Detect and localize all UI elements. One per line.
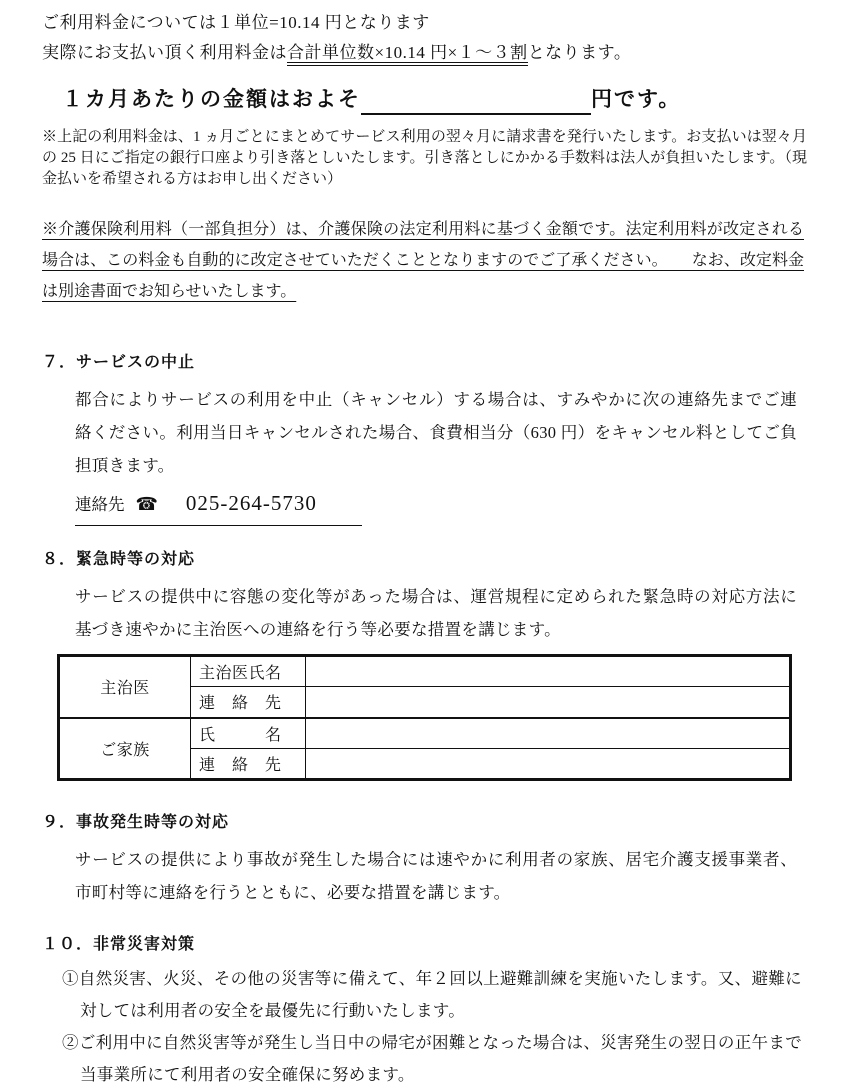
section-7-number: ７． [42,354,77,371]
telephone-icon: ☎ [135,494,158,515]
contact-label: 連絡先 [75,495,125,514]
section-7-heading [42,351,803,375]
section-9-body: サービスの提供により事故が発生した場合には速やかに利用者の家族、居宅介護支援事業者、市町村等に連絡を行うとともに、必要な措置を講じます。 [75,850,797,902]
disaster-item-1: ①自然災害、火災、その他の災害等に備えて、年２回以上避難訓練を実施いたします。又、避難に対しては利用者の安全を最優先に行動いたします。 [62,969,802,1020]
doctor-name-value-cell [306,656,791,687]
section-8-body: サービスの提供中に容態の変化等があった場合は、運営規程に定められた緊急時の対応方法に基づき速やかに主治医への連絡を行う等必要な措置を講じます。 [75,587,797,639]
insurance-note: ※介護保険利用料（一部負担分）は、介護保険の法定利用料に基づく金額です。法定利用料が改定される場合は、この料金も自動的に改定させていただくこととなりますのでご了承ください。 なお、改定料金は別途書面でお知らせいたします。 [42,221,804,300]
section-7-body: 都合によりサービスの利用を中止（キャンセル）する場合は、すみやかに次の連絡先までご連絡ください。利用当日キャンセルされた場合、食費相当分（630 円）をキャンセル料としてご負担頂きます。 [75,390,797,475]
doctor-name-field-label: 主治医氏名 [191,656,306,687]
section-10-number: １０． [42,936,94,953]
table-group-family: ご家族 [59,718,191,780]
section-7-title: サービスの中止 [76,354,196,371]
unit-price-line: ご利用料金については１単位=10.14 円となります [42,13,430,32]
table-row [59,656,791,687]
doctor-contact-field-label: 連 絡 先 [191,687,306,718]
doctor-contact-value-cell [306,687,791,718]
section-accident-response [42,811,803,909]
section-8-heading [42,548,803,572]
family-name-field-label: 氏 名 [191,718,306,749]
disaster-items [62,963,802,1091]
disaster-item-2: ②ご利用中に自然災害等が発生し当日中の帰宅が困難となった場合は、災害発生の翌日の正午まで当事業所にて利用者の安全確保に努めます。 [62,1033,802,1084]
billing-note: ※上記の利用料金は、1 ヵ月ごとにまとめてサービス利用の翌々月に請求書を発行いたします。お支払いは翌々月の 25 日にご指定の銀行口座より引き落としいたします。引き落としにかかる手数料は法人が負担いたします。（現金払いを希望される方はお申し出ください） [42,129,807,187]
payment-formula-line [42,38,803,68]
contact-phone-number: 025-264-5730 [185,491,317,515]
section-8-title: 緊急時等の対応 [76,551,196,568]
formula-prefix: 実際にお支払い頂く利用料金は [42,43,287,62]
section-service-cancellation [42,351,803,526]
family-contact-field-label: 連 絡 先 [191,749,306,780]
family-contact-value-cell [306,749,791,780]
emergency-contact-table [57,654,792,781]
formula-underlined-text: 合計単位数×10.14 円×１～３割 [287,43,528,66]
monthly-amount-line [62,83,803,115]
formula-suffix: となります。 [527,43,632,62]
monthly-amount-blank-field [361,89,591,115]
section-10-title: 非常災害対策 [93,936,196,953]
family-name-value-cell [306,718,791,749]
contact-underline-group [75,486,362,526]
section-8-number: ８． [42,551,77,568]
section-disaster-measures [42,933,803,1091]
section-10-heading [42,933,803,957]
monthly-amount-prefix: １カ月あたりの金額はおよそ [62,87,361,111]
section-9-title: 事故発生時等の対応 [76,814,230,831]
table-row [59,718,791,749]
section-9-number: ９． [42,814,77,831]
section-emergency-response [42,548,803,646]
table-group-doctor: 主治医 [59,656,191,718]
cancellation-contact-line [75,486,803,526]
section-9-heading [42,811,803,835]
monthly-amount-suffix: 円です。 [591,87,682,111]
